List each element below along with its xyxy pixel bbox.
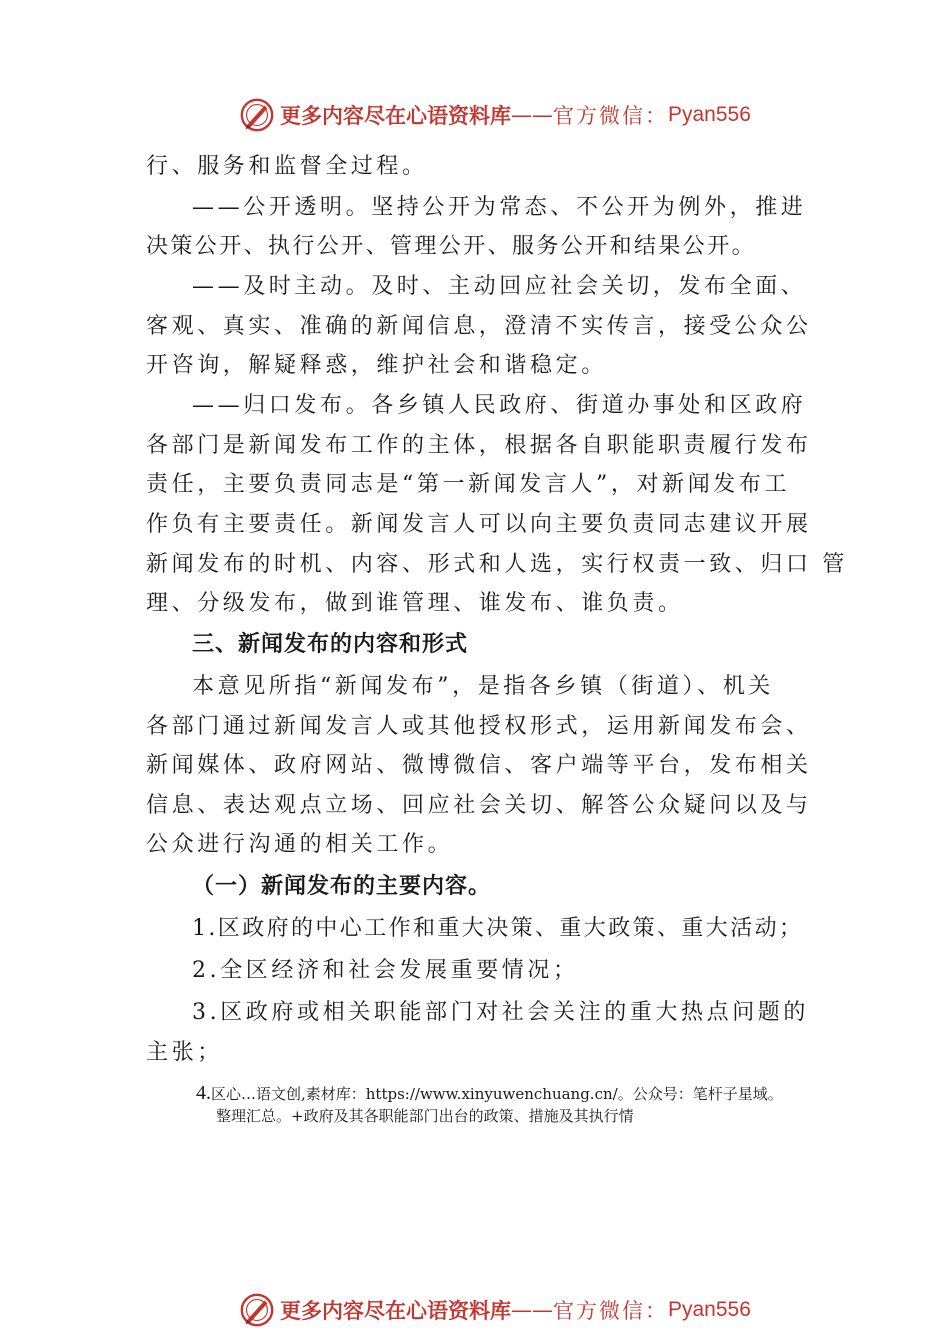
header-watermark xyxy=(238,95,751,135)
paragraph-line: ——归口发布。各乡镇人民政府、街道办事处和区政府 xyxy=(192,393,807,418)
watermark-official-label: 官方微信： xyxy=(553,1299,668,1323)
watermark-dash: —— xyxy=(511,103,553,127)
paragraph-line: 各部门是新闻发布工作的主体，根据各自职能职责履行发布 xyxy=(146,433,812,458)
paragraph-line: 决策公开、执行公开、管理公开、服务公开和结果公开。 xyxy=(146,234,757,259)
paragraph-line: 公众进行沟通的相关工作。 xyxy=(146,832,454,857)
footnote-line-2: 整理汇总。+政府及其各职能部门出台的政策、措施及其执行情 xyxy=(216,1107,634,1125)
paragraph-line: 信息、表达观点立场、回应社会关切、解答公众疑问以及与 xyxy=(146,793,812,818)
logo-pen-icon xyxy=(238,1291,276,1329)
paragraph-line: 新闻发布的时机、内容、形式和人选，实行权责一致、归口 管 xyxy=(146,552,848,577)
subsection-heading: （一）新闻发布的主要内容。 xyxy=(192,874,492,899)
paragraph-line: 行、服务和监督全过程。 xyxy=(146,154,428,179)
paragraph-line: 各部门通过新闻发言人或其他授权形式，运用新闻发布会、 xyxy=(146,714,812,739)
paragraph-line: 开咨询，解疑释惑，维护社会和谐稳定。 xyxy=(146,353,607,378)
watermark-wechat-id: Pyan556 xyxy=(668,1298,751,1321)
watermark-wechat-id: Pyan556 xyxy=(668,103,751,126)
paragraph-line: 客观、真实、准确的新闻信息，澄清不实传言，接受公众公 xyxy=(146,314,812,339)
paragraph-line: 责任，主要负责同志是“第一新闻发言人”，对新闻发布工 xyxy=(146,472,791,497)
paragraph-line: 新闻媒体、政府网站、微博微信、客户端等平台，发布相关 xyxy=(146,753,812,778)
paragraph-line: ——及时主动。及时、主动回应社会关切，发布全面、 xyxy=(192,274,807,299)
paragraph-line: 理、分级发布，做到谁管理、谁发布、谁负责。 xyxy=(146,591,684,616)
watermark-library-text: 更多内容尽在心语资料库 xyxy=(280,1298,511,1323)
watermark-library-text: 更多内容尽在心语资料库 xyxy=(280,103,511,128)
section-heading: 三、新闻发布的内容和形式 xyxy=(192,632,469,657)
list-item: 1.区政府的中心工作和重大决策、重大政策、重大活动； xyxy=(192,916,804,941)
watermark-official-label: 官方微信： xyxy=(553,104,668,128)
list-item: 3.区政府或相关职能部门对社会关注的重大热点问题的 xyxy=(192,1000,809,1025)
logo-pen-icon xyxy=(238,96,276,134)
footnote-line-1: 区心…语文创,素材库：https://www.xinyuwenchuang.cn/。公众号：笔杆子星域。 xyxy=(211,1085,783,1103)
watermark-dash: —— xyxy=(511,1298,553,1322)
paragraph-line: 作负有主要责任。新闻发言人可以向主要负责同志建议开展 xyxy=(146,512,812,537)
list-item: 2.全区经济和社会发展重要情况； xyxy=(192,958,579,983)
list-item-continuation: 主张； xyxy=(146,1040,223,1065)
footnote-item xyxy=(196,1082,876,1127)
paragraph-line: 本意见所指“新闻发布”，是指各乡镇（街道）、机关 xyxy=(192,674,774,699)
footnote-number: 4. xyxy=(196,1082,211,1104)
footer-watermark xyxy=(238,1290,751,1330)
paragraph-line: ——公开透明。坚持公开为常态、不公开为例外，推进 xyxy=(192,195,807,220)
